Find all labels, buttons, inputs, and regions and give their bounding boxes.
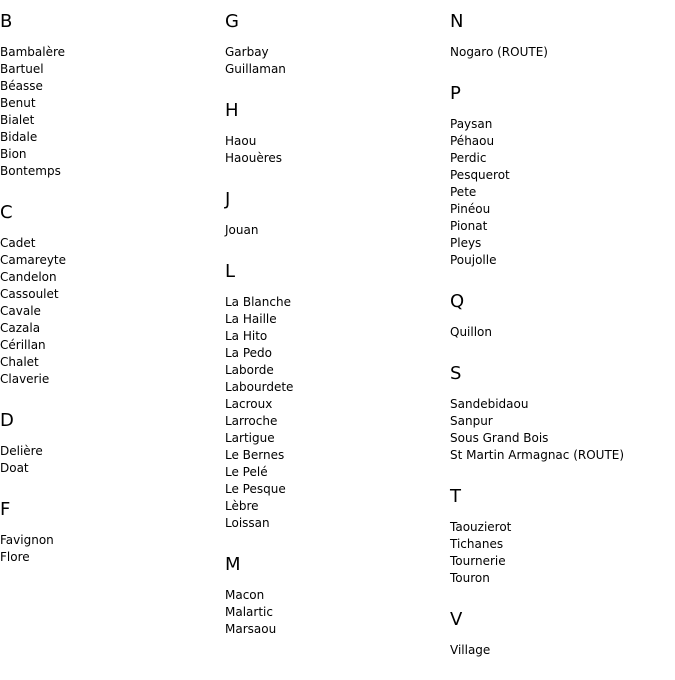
street-name: Laborde (225, 363, 274, 377)
street-name: Cadet (0, 236, 36, 250)
letter-heading: J (225, 189, 231, 210)
letter-group (0, 201, 225, 388)
street-name: Doat (0, 461, 29, 475)
letter-heading: H (225, 100, 239, 121)
letter-group (0, 409, 225, 477)
street-name: Village (450, 643, 491, 657)
street-name: Bambalère (0, 45, 66, 59)
letter-group (450, 362, 675, 464)
street-name: Bialet (0, 113, 35, 127)
letter-group (450, 82, 675, 269)
street-name: Flore (0, 550, 30, 564)
street-name: Perdic (450, 151, 487, 165)
letter-heading: D (0, 410, 14, 431)
street-list (225, 294, 450, 532)
street-list (450, 396, 675, 464)
street-list (450, 519, 675, 587)
street-name: Chalet (0, 355, 39, 369)
street-list (0, 235, 225, 388)
street-name: Pleys (450, 236, 482, 250)
street-name: Macon (225, 588, 265, 602)
street-name: Haou (225, 134, 257, 148)
letter-group (225, 260, 450, 532)
street-name: Le Bernes (225, 448, 285, 462)
street-list (225, 222, 450, 239)
letter-group (450, 608, 675, 659)
letter-group (0, 10, 225, 180)
street-name: Lartigue (225, 431, 275, 445)
street-name: Claverie (0, 372, 50, 386)
letter-heading: P (450, 83, 461, 104)
letter-heading: T (450, 486, 461, 507)
street-name: Pionat (450, 219, 488, 233)
letter-heading: C (0, 202, 13, 223)
street-name: Pete (450, 185, 477, 199)
index-column-1 (0, 0, 225, 587)
street-name: Malartic (225, 605, 273, 619)
street-name: Taouzierot (450, 520, 512, 534)
street-name: St Martin Armagnac (ROUTE) (450, 448, 625, 462)
street-name: La Haille (225, 312, 277, 326)
letter-group (225, 553, 450, 638)
letter-group (225, 99, 450, 167)
street-name: Touron (450, 571, 490, 585)
street-name: Marsaou (225, 622, 277, 636)
letter-group (225, 10, 450, 78)
street-list (0, 44, 225, 180)
street-name: Lèbre (225, 499, 259, 513)
street-name: Larroche (225, 414, 278, 428)
street-name: Favignon (0, 533, 54, 547)
street-name: La Blanche (225, 295, 291, 309)
street-list (0, 532, 225, 566)
street-name: Tournerie (450, 554, 506, 568)
letter-heading: B (0, 11, 13, 32)
street-name: Bion (0, 147, 27, 161)
street-name: La Hito (225, 329, 268, 343)
index-column-2 (225, 0, 450, 659)
letter-heading: G (225, 11, 239, 32)
street-name: Quillon (450, 325, 492, 339)
street-name: Labourdete (225, 380, 294, 394)
street-name: Cassoulet (0, 287, 59, 301)
street-name: Guillaman (225, 62, 286, 76)
street-name: Sandebidaou (450, 397, 529, 411)
letter-group (225, 188, 450, 239)
street-name: Cérillan (0, 338, 46, 352)
letter-heading: V (450, 609, 463, 630)
letter-heading: F (0, 499, 11, 520)
street-name: Poujolle (450, 253, 497, 267)
letter-heading: N (450, 11, 464, 32)
index-column-3 (450, 0, 675, 680)
street-name: Sous Grand Bois (450, 431, 549, 445)
street-list (450, 116, 675, 269)
street-name: Le Pesque (225, 482, 286, 496)
street-name: Bontemps (0, 164, 61, 178)
street-name: Loissan (225, 516, 270, 530)
letter-heading: M (225, 554, 241, 575)
street-name: Sanpur (450, 414, 493, 428)
letter-group (450, 290, 675, 341)
street-list (0, 443, 225, 477)
street-list (450, 642, 675, 659)
street-name: Péhaou (450, 134, 495, 148)
street-list (450, 324, 675, 341)
letter-group (450, 485, 675, 587)
street-name: Cazala (0, 321, 41, 335)
street-name: Benut (0, 96, 36, 110)
street-name: Bidale (0, 130, 38, 144)
street-name: Candelon (0, 270, 57, 284)
street-name: Jouan (225, 223, 259, 237)
street-name: Delière (0, 444, 43, 458)
street-name: Nogaro (ROUTE) (450, 45, 548, 59)
street-name: Paysan (450, 117, 493, 131)
letter-heading: Q (450, 291, 465, 312)
street-name: Tichanes (450, 537, 504, 551)
street-list (450, 44, 675, 61)
street-list (225, 133, 450, 167)
street-list (225, 44, 450, 78)
street-name: Garbay (225, 45, 269, 59)
street-name: Bartuel (0, 62, 44, 76)
letter-heading: S (450, 363, 462, 384)
street-list (225, 587, 450, 638)
letter-group (0, 498, 225, 566)
street-name: Camareyte (0, 253, 67, 267)
street-name: Le Pelé (225, 465, 268, 479)
street-name: Cavale (0, 304, 41, 318)
letter-group (450, 10, 675, 61)
street-name: La Pedo (225, 346, 273, 360)
street-name: Pinéou (450, 202, 491, 216)
street-name: Pesquerot (450, 168, 510, 182)
street-name: Lacroux (225, 397, 273, 411)
street-name: Béasse (0, 79, 43, 93)
street-name: Haouères (225, 151, 283, 165)
letter-heading: L (225, 261, 236, 282)
